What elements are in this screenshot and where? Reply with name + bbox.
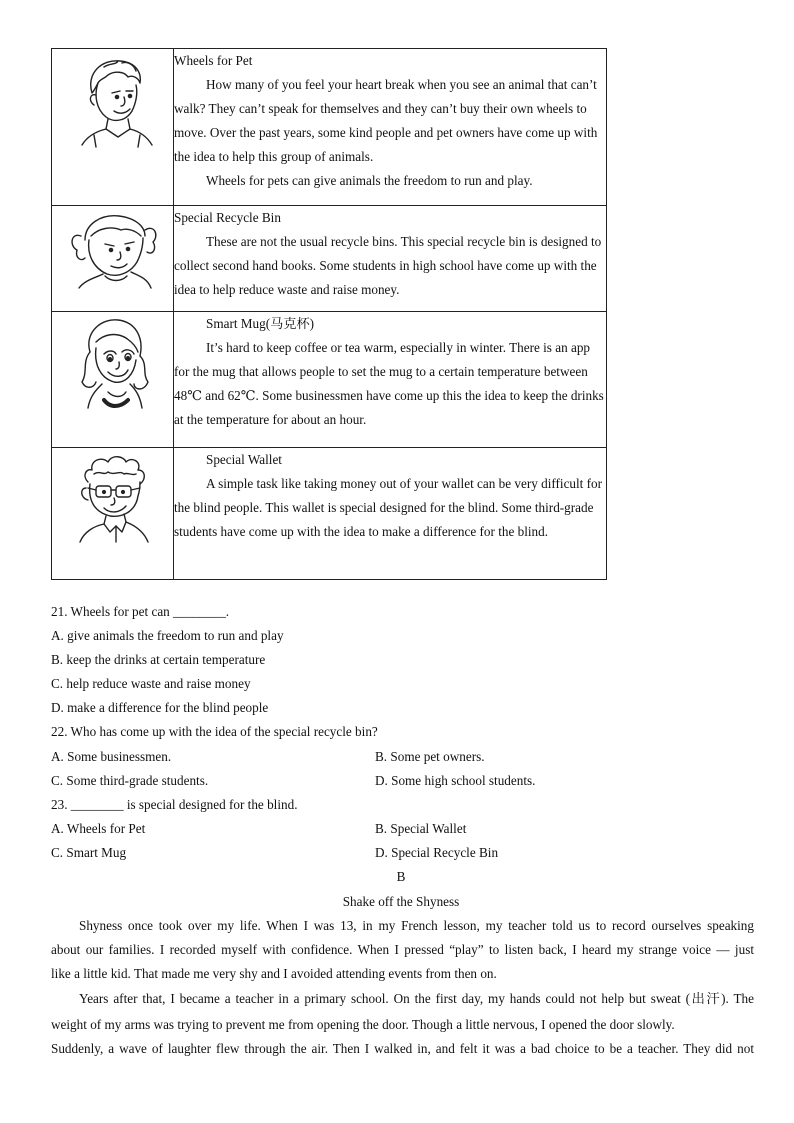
item-title: Special Wallet (206, 452, 282, 467)
passage-line: like a little kid. That made me very shy and I avoided attending events from then on. (51, 966, 497, 981)
options-row (51, 817, 771, 841)
picture-cell (52, 312, 174, 448)
option-a: A. Some businessmen. (51, 749, 172, 764)
option-b: B. keep the drinks at certain temperature (51, 652, 266, 667)
question-stem: 22. Who has come up with the idea of the special recycle bin? (51, 724, 378, 739)
item-paragraph: Wheels for pets can give animals the freedom to run and play. (206, 173, 533, 188)
picture-cell (52, 49, 174, 206)
option-d: D. Some high school students. (375, 773, 536, 788)
picture-cell (52, 448, 174, 580)
item-title: Smart Mug(马克杯) (206, 316, 315, 331)
picture-cell (52, 206, 174, 312)
passage-line: Shyness once took over my life. When I was 13, in my French lesson, my teacher told us to record ourselves speaking (79, 918, 754, 933)
item-title: Wheels for Pet (174, 53, 253, 68)
passage-line: Suddenly, a wave of laughter flew through the air. Then I walked in, and felt it was a bad choice to be a teacher. They did not (51, 1041, 754, 1056)
item-text-cell (174, 312, 607, 448)
item-paragraph: These are not the usual recycle bins. This special recycle bin is designed to collect second hand books. Some students in high school have come up with the idea to help reduce waste and raise money. (174, 234, 602, 297)
options-row (51, 841, 771, 865)
option-d: D. Special Recycle Bin (375, 845, 499, 860)
item-paragraph: It’s hard to keep coffee or tea warm, especially in winter. There is an app for the mug that allows people to set the mug to a certain temperature between 48℃ and 62℃. Some businessmen have come up this the idea to keep the drinks at the temperature for about an hour. (174, 340, 604, 427)
table-row (52, 206, 607, 312)
option-c: C. help reduce waste and raise money (51, 676, 251, 691)
passage-line: Years after that, I became a teacher in a primary school. On the first day, my hands could not help but sweat (出汗). The (79, 991, 754, 1006)
question-stem: 23. ________ is special designed for the blind. (51, 797, 298, 812)
option-a: A. Wheels for Pet (51, 821, 146, 836)
item-paragraph: A simple task like taking money out of your wallet can be very difficult for the blind people. This wallet is special designed for the blind. Some third-grade students have come up with the idea to make a difference for the blind. (174, 476, 603, 539)
table-row (52, 312, 607, 448)
woman-curly-hair-cartoon-icon (68, 312, 158, 412)
item-text-cell (174, 49, 607, 206)
item-title: Special Recycle Bin (174, 210, 281, 225)
inventions-table (51, 48, 607, 580)
table-row (52, 49, 607, 206)
option-d: D. make a difference for the blind people (51, 700, 269, 715)
boy-glasses-cartoon-icon (70, 448, 156, 544)
passage-line: weight of my arms was trying to prevent me from opening the door. Though a little nervous, I opened the door slowly. (51, 1017, 675, 1032)
question-stem: 21. Wheels for pet can ________. (51, 604, 230, 619)
options-row (51, 769, 771, 793)
boy-cartoon-icon (68, 49, 158, 149)
option-c: C. Smart Mug (51, 845, 127, 860)
option-a: A. give animals the freedom to run and play (51, 628, 284, 643)
item-text-cell (174, 448, 607, 580)
item-text-cell (174, 206, 607, 312)
option-b: B. Special Wallet (375, 821, 467, 836)
option-b: B. Some pet owners. (375, 749, 485, 764)
option-c: C. Some third-grade students. (51, 773, 209, 788)
girl-pigtails-cartoon-icon (65, 206, 161, 290)
item-paragraph: How many of you feel your heart break when you see an animal that can’t walk? They can’t speak for themselves and they can’t buy their own wheels to move. Over the past years, some kind people and pet owners have come up with the idea to help this group of animals. (174, 77, 598, 164)
section-label: B (396, 869, 406, 884)
table-row (52, 448, 607, 580)
passage-line: about our families. I recorded myself with confidence. When I pressed “play” to listen back, I heard my strange voice — just (51, 942, 754, 957)
passage-title: Shake off the Shyness (342, 894, 460, 909)
options-row (51, 745, 771, 769)
